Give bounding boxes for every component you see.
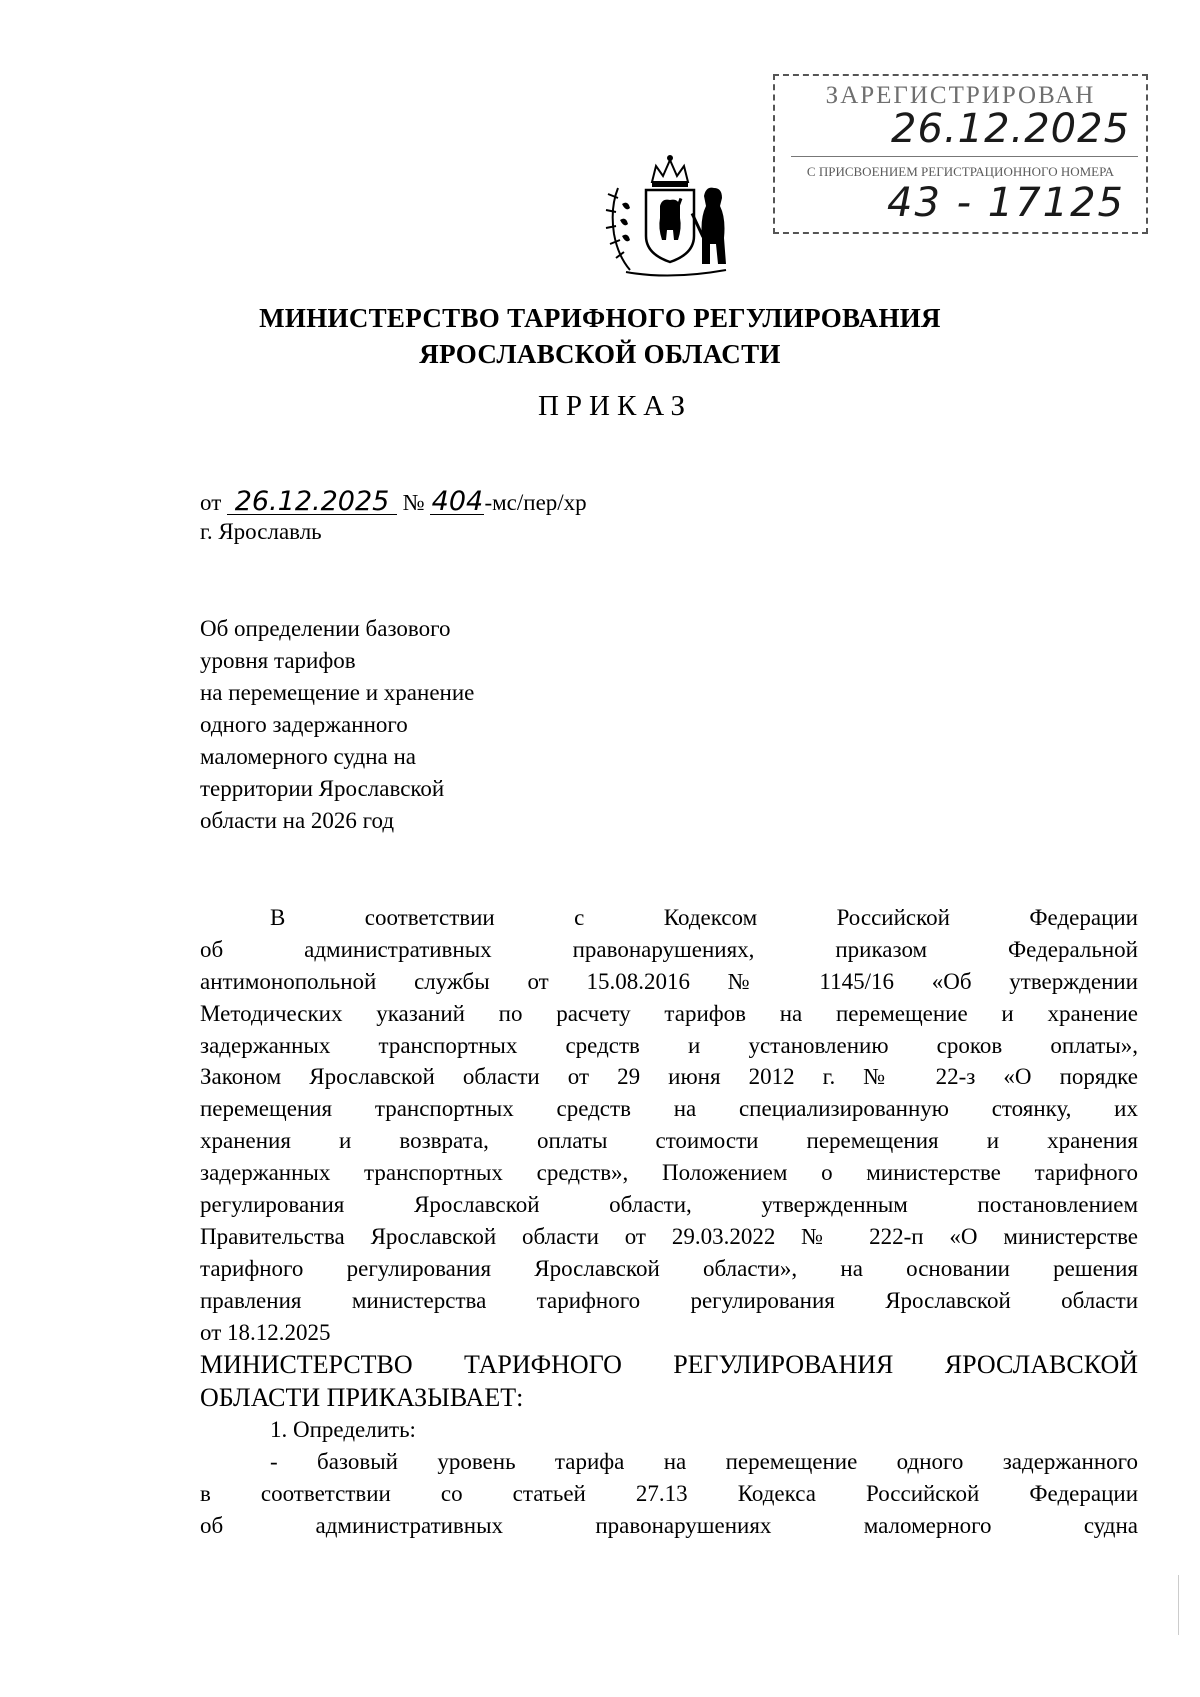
body-line: Законом Ярославской области от 29 июня 2012 г. № 22-з «О порядке bbox=[200, 1064, 1138, 1090]
subject-line: области на 2026 год bbox=[200, 808, 395, 833]
subject-line: маломерного судна на bbox=[200, 744, 416, 769]
registration-stamp bbox=[773, 74, 1148, 234]
body-line: задержанных транспортных средств и установлению сроков оплаты», bbox=[200, 1032, 1138, 1058]
ministry-title bbox=[0, 300, 1200, 372]
number-label: № bbox=[402, 490, 425, 515]
stamp-date: 26.12.2025 bbox=[891, 106, 1131, 152]
body-line: правления министерства тарифного регулирования Ярославской области bbox=[200, 1287, 1138, 1313]
body-line: задержанных транспортных средств», Положением о министерстве тарифного bbox=[200, 1160, 1138, 1186]
city: г. Ярославль bbox=[200, 519, 322, 544]
body-line: об административных правонарушениях, приказом Федеральной bbox=[200, 936, 1138, 962]
body-line: Правительства Ярославской области от 29.03.2022 № 222-п «О министерстве bbox=[200, 1223, 1138, 1249]
item-line: об административных правонарушениях маломерного судна bbox=[200, 1513, 1138, 1539]
document-type: ПРИКАЗ bbox=[537, 390, 693, 422]
subject-line: территории Ярославской bbox=[200, 776, 445, 801]
order-body bbox=[200, 902, 1138, 1542]
decree-line: МИНИСТЕРСТВО ТАРИФНОГО РЕГУЛИРОВАНИЯ ЯРОСЛАВСКОЙ bbox=[200, 1350, 1138, 1380]
from-label: от bbox=[200, 490, 222, 515]
ministry-title-line-1: МИНИСТЕРСТВО ТАРИФНОГО РЕГУЛИРОВАНИЯ bbox=[259, 303, 941, 333]
body-line: Методических указаний по расчету тарифов на перемещение и хранение bbox=[200, 1000, 1138, 1026]
order-subject bbox=[200, 613, 600, 837]
body-line: тарифного регулирования Ярославской области», на основании решения bbox=[200, 1255, 1138, 1281]
stamp-subtitle: С ПРИСВОЕНИЕМ РЕГИСТРАЦИОННОГО НОМЕРА bbox=[806, 164, 1115, 179]
body-line: хранения и возврата, оплаты стоимости перемещения и хранения bbox=[200, 1128, 1138, 1154]
order-number-suffix: -мс/пер/хр bbox=[484, 490, 587, 515]
body-line: антимонопольной службы от 15.08.2016 № 1145/16 «Об утверждении bbox=[200, 968, 1138, 994]
item-line: - базовый уровень тарифа на перемещение одного задержанного bbox=[270, 1449, 1138, 1475]
body-line: регулирования Ярославской области, утвержденным постановлением bbox=[200, 1192, 1138, 1218]
stamp-registration-number: 43 - 17125 bbox=[887, 180, 1126, 226]
order-date: 26.12.2025 bbox=[227, 490, 397, 515]
item-line: в соответствии со статьей 27.13 Кодекса Российской Федерации bbox=[200, 1481, 1138, 1507]
subject-line: одного задержанного bbox=[200, 712, 408, 737]
subject-line: на перемещение и хранение bbox=[200, 680, 475, 705]
stamp-title: ЗАРЕГИСТРИРОВАН bbox=[825, 82, 1096, 109]
decree-line: ОБЛАСТИ ПРИКАЗЫВАЕТ: bbox=[200, 1383, 524, 1413]
coat-of-arms-icon bbox=[600, 148, 740, 284]
item-line: 1. Определить: bbox=[270, 1417, 416, 1443]
ministry-title-line-2: ЯРОСЛАВСКОЙ ОБЛАСТИ bbox=[419, 339, 781, 369]
body-line: перемещения транспортных средств на специализированную стоянку, их bbox=[200, 1096, 1138, 1122]
scan-margin-mark bbox=[1178, 1575, 1180, 1635]
body-line: от 18.12.2025 bbox=[200, 1319, 331, 1345]
subject-line: Об определении базового bbox=[200, 616, 451, 641]
subject-line: уровня тарифов bbox=[200, 648, 356, 673]
stamp-divider bbox=[791, 156, 1138, 157]
order-date-number-line bbox=[200, 486, 587, 517]
order-number: 404 bbox=[431, 486, 484, 517]
body-line: В соответствии с Кодексом Российской Федерации bbox=[270, 905, 1138, 930]
